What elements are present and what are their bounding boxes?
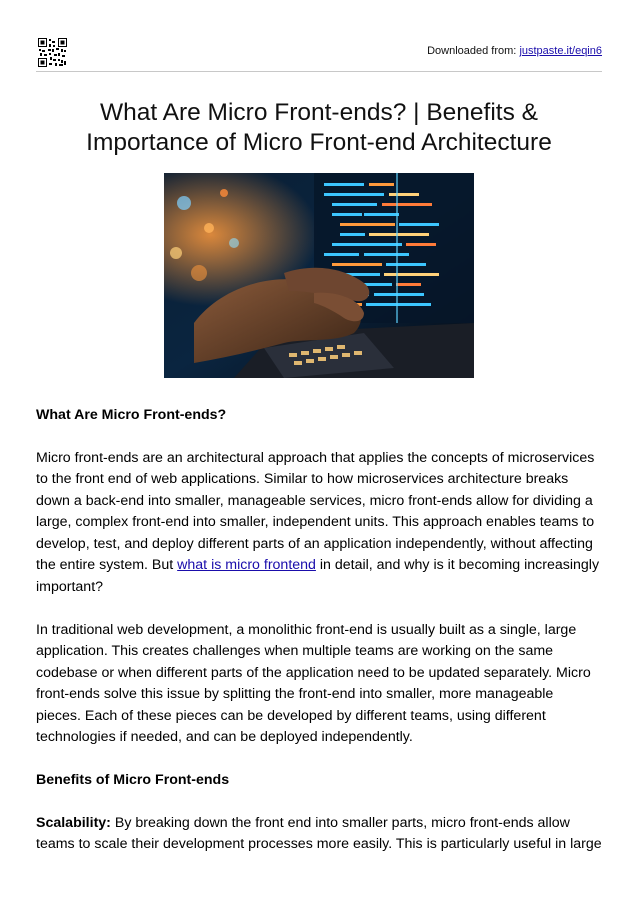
- paragraph-monolithic: In traditional web development, a monolithic front-end is usually built as a single, large application. This creates challenges when multiple teams are working on the same codebase or when different parts of the application need to be updated separately. Micro front-ends solve this issue by splitting the front-end into smaller, more manageable pieces. Each of these pieces can be developed by different teams, using different technologies if needed, and can be deployed independently.: [36, 621, 591, 745]
- paragraph-scalability: [36, 813, 602, 856]
- scalability-text: By breaking down the front end into smaller parts, micro front-ends allow teams to scale their development processes more easily. This is particularly useful in large: [36, 814, 602, 852]
- paragraph-intro: [36, 448, 602, 599]
- paragraph-intro-tail: in detail, and why is it becoming increasingly important?: [36, 557, 600, 595]
- header-divider: [36, 71, 602, 72]
- scalability-label: Scalability:: [36, 814, 111, 831]
- page-title: What Are Micro Front-ends? | Benefits & Importance of Micro Front-end Architecture: [86, 99, 552, 156]
- what-is-micro-frontend-link[interactable]: what is micro frontend: [177, 557, 316, 573]
- download-source: [427, 45, 602, 57]
- qr-code-icon: [38, 38, 67, 67]
- source-link[interactable]: justpaste.it/eqin6: [519, 45, 602, 57]
- hero-image: [164, 173, 474, 378]
- article-body: [36, 405, 602, 877]
- section-heading-benefits: Benefits of Micro Front-ends: [36, 772, 230, 788]
- section-heading-what-are: What Are Micro Front-ends?: [36, 407, 227, 423]
- paragraph-intro-text: Micro front-ends are an architectural approach that applies the concepts of microservices to the front end of web applications. Similar to how microservices architecture breaks down a back-end into smaller, manageable services, micro front-ends allow for dividing a large, complex front-end into smaller, independent units. This approach enables teams to develop, test, and deploy different parts of an application independently, without affecting the entire system. But: [36, 449, 595, 573]
- downloaded-label: Downloaded from:: [427, 45, 517, 57]
